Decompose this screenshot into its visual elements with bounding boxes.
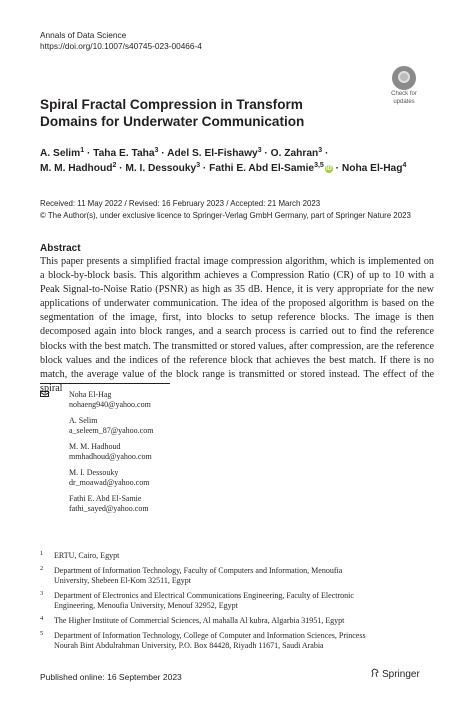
correspondence-entry — [69, 390, 309, 411]
corr-name: Noha El-Hag — [69, 390, 112, 399]
corr-email[interactable]: mmhadhoud@yahoo.com — [69, 452, 152, 462]
check-for-updates-badge[interactable] — [384, 66, 424, 105]
badge-line2: updates — [393, 98, 415, 105]
author: Fathi E. Abd El-Samie$^{3,5}$ iD — [209, 161, 332, 174]
corr-name: M. I. Dessouky — [69, 468, 119, 477]
corr-name: Fathi E. Abd El-Samie — [69, 494, 142, 503]
journal-name: Annals of Data Science — [40, 30, 127, 40]
check-for-updates-icon — [392, 66, 416, 90]
author: M. I. Dessouky$^3$ — [125, 161, 201, 174]
journal-header — [40, 30, 202, 52]
orcid-icon[interactable]: iD — [325, 165, 332, 172]
footnote-divider — [40, 383, 170, 384]
corr-email[interactable]: fathi_sayed@yahoo.com — [69, 504, 149, 514]
corr-email[interactable]: a_seleem_87@yahoo.com — [69, 426, 154, 436]
copyright: © The Author(s), under exclusive licence to Springer-Verlag GmbH Germany, part of Springer Nature 2023 — [40, 210, 411, 220]
author: Adel S. El-Fishawy$^3$ — [167, 147, 262, 159]
author: O. Zahran$^3$ — [270, 147, 323, 159]
springer-logo — [370, 668, 420, 680]
doi-link[interactable]: https://doi.org/10.1007/s40745-023-00466-4 — [40, 41, 202, 51]
author: Taha E. Taha$^3$ — [93, 147, 159, 159]
correspondence-entry — [69, 416, 309, 437]
corr-name: A. Selim — [69, 416, 98, 425]
title-line2: Domains for Underwater Communication — [40, 114, 305, 129]
corr-email[interactable]: nohaeng940@yahoo.com — [69, 400, 151, 410]
author: M. M. Hadhoud$^2$ — [40, 161, 117, 174]
abstract-text: This paper presents a simplified fractal image compression algorithm, which is implemented on a block-by-block basis. This algorithm achieves a Compression Ratio (CR) of up to 10 with a Peak Signal-to-Noise Ratio (PSNR) as high as 35 dB. Hence, it is very appropriate for the new applications of underwater communication. The idea of the proposed algorithm is based on the segmentation of the image, first, into blocks to setup reference blocks. The image is then decomposed again into block ranges, and a search process is carried out to find the reference blocks with the best match. The transmitted or stored values, after compression, are the reference block values and the indices of the reference block that achieves the best match. If there is no match, the average value of the block range is transmitted or stored instead. The effect of the spiral — [40, 256, 434, 394]
abstract-heading: Abstract — [40, 243, 81, 254]
history-dates: Received: 11 May 2022 / Revised: 16 February 2023 / Accepted: 21 March 2023 — [40, 199, 321, 208]
publisher-name: Springer — [382, 669, 420, 680]
corr-name: M. M. Hadhoud — [69, 442, 121, 451]
correspondence-entry — [69, 494, 309, 515]
paper-title — [40, 96, 380, 130]
correspondence-entry — [69, 468, 309, 489]
author-list: A. Selim$^1$ · Taha E. Taha$^3$ · Adel S. El-Fishawy$^3$ · O. Zahran$^3$ · M. M. Hadhoud$^2$ · M. I. Dessouky$^3$ · Fathi E. Abd El-Samie$^{3,5}$ iD · Noha El-Hag$^4$ — [40, 147, 407, 174]
badge-line1: Check for — [391, 91, 417, 97]
springer-horse-icon — [370, 668, 380, 678]
published-date: Published online: 16 September 2023 — [40, 672, 182, 682]
corr-email[interactable]: dr_moawad@yahoo.com — [69, 478, 150, 488]
title-line1: Spiral Fractal Compression in Transform — [40, 97, 303, 112]
envelope-icon — [40, 391, 49, 397]
correspondence-entry — [69, 442, 309, 463]
author: Noha El-Hag$^4$ — [341, 161, 407, 174]
author: A. Selim$^1$ — [40, 147, 85, 159]
article-dates — [40, 198, 440, 221]
